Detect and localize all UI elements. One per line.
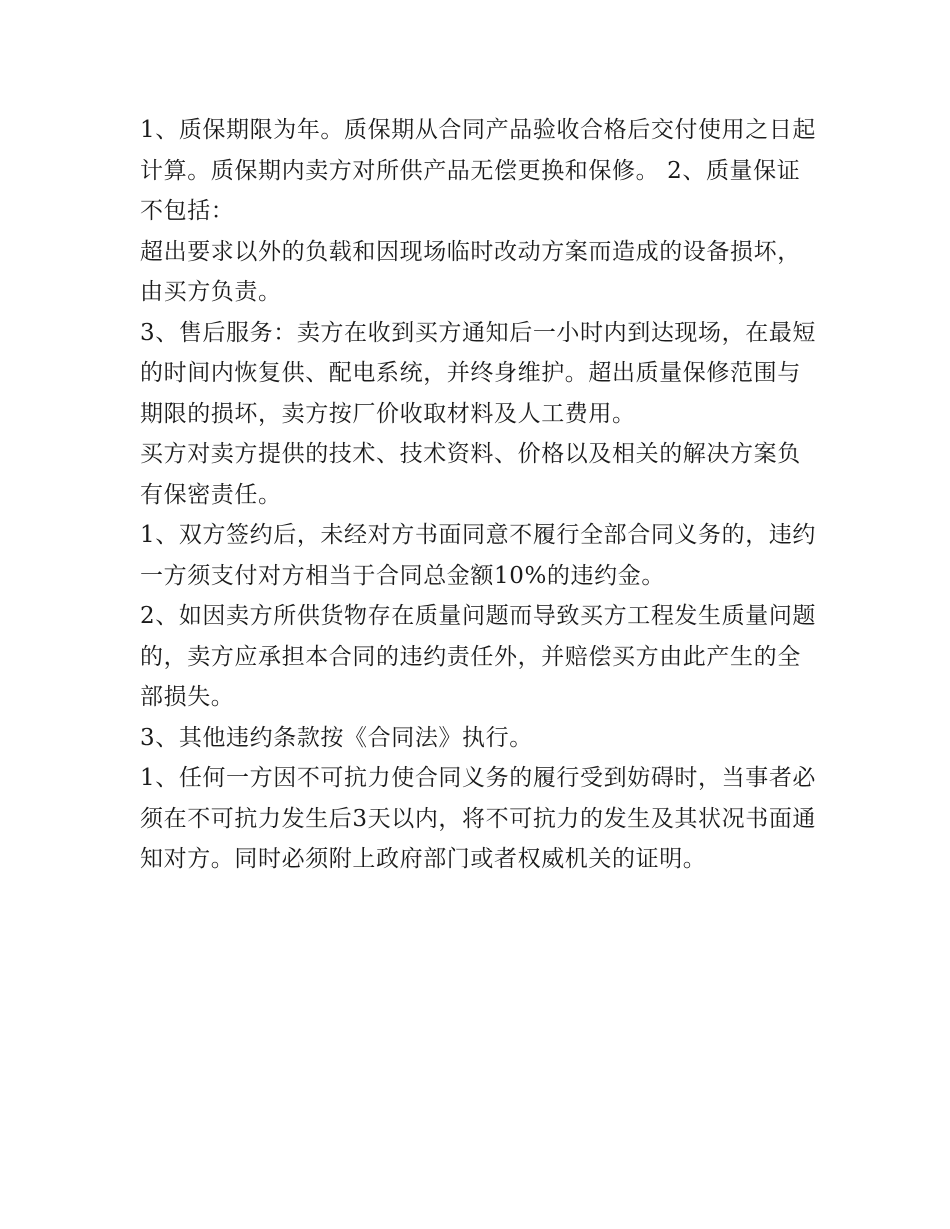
paragraph-breach-penalty: 1、双方签约后，未经对方书面同意不履行全部合同义务的，违约一方须支付对方相当于合同总金额10%的违约金。 <box>140 522 817 589</box>
document-body <box>140 110 820 880</box>
paragraph-warranty-period: 1、质保期限为年。质保期从合同产品验收合格后交付使用之日起计算。质保期内卖方对所供产品无偿更换和保修。 2、质量保证不包括： <box>140 117 817 224</box>
paragraph-confidentiality: 买方对卖方提供的技术、技术资料、价格以及相关的解决方案负有保密责任。 <box>140 441 801 508</box>
paragraph-after-sales-service: 3、售后服务：卖方在收到买方通知后一小时内到达现场，在最短的时间内恢复供、配电系统，并终身维护。超出质量保修范围与期限的损坏，卖方按厂价收取材料及人工费用。 <box>140 319 817 427</box>
paragraph-other-breach-terms: 3、其他违约条款按《合同法》执行。 <box>140 724 533 751</box>
paragraph-force-majeure: 1、任何一方因不可抗力使合同义务的履行受到妨碍时，当事者必须在不可抗力发生后3天以内，将不可抗力的发生及其状况书面通知对方。同时必须附上政府部门或者权威机关的证明。 <box>140 765 817 872</box>
paragraph-quality-liability: 2、如因卖方所供货物存在质量问题而导致买方工程发生质量问题的，卖方应承担本合同的违约责任外，并赔偿买方由此产生的全部损失。 <box>140 603 817 710</box>
paragraph-warranty-exclusion: 超出要求以外的负载和因现场临时改动方案而造成的设备损坏，由买方负责。 <box>140 238 801 305</box>
